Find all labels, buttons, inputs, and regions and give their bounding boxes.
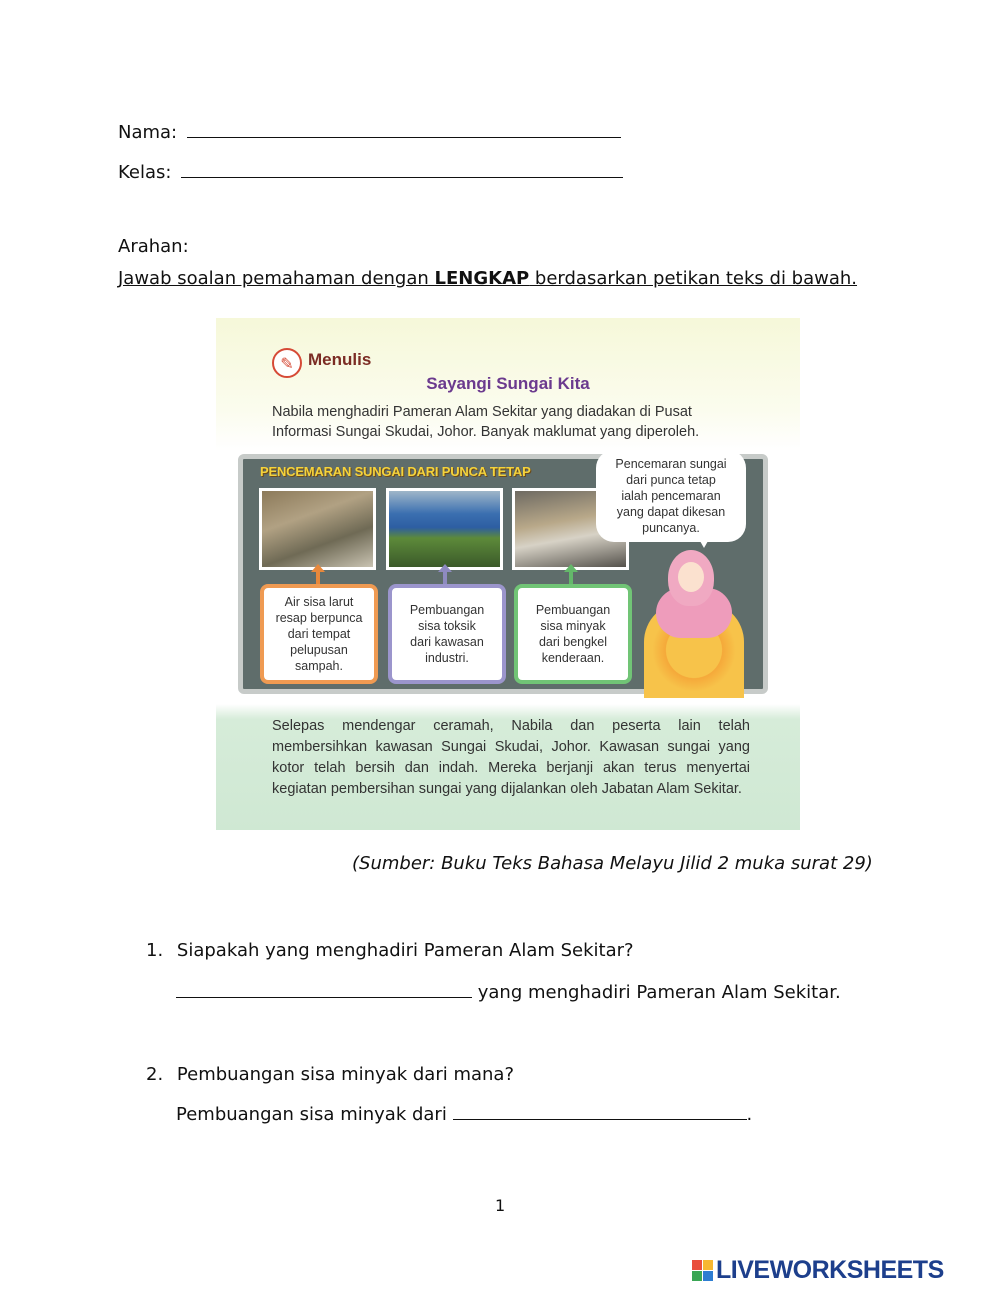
logo-mark-icon	[692, 1260, 713, 1281]
board-title: PENCEMARAN SUNGAI DARI PUNCA TETAP	[260, 464, 531, 479]
name-field[interactable]	[187, 136, 621, 138]
info-card-workshop: Pembuangan sisa minyak dari bengkel kenderaan.	[514, 584, 632, 684]
logo-square	[703, 1260, 713, 1270]
answer-suffix: yang menghadiri Pameran Alam Sekitar.	[472, 982, 841, 1003]
instruction-text-start: Jawab soalan pemahaman dengan	[118, 268, 435, 289]
instruction-text	[118, 268, 857, 289]
logo-square	[692, 1260, 702, 1270]
liveworksheets-logo	[692, 1256, 944, 1285]
figure-outro-text: Selepas mendengar ceramah, Nabila dan peserta lain telah membersihkan kawasan Sungai Skudai, Johor. Kawasan sungai yang kotor telah bersih dan indah. Mereka berjanji akan terus menyertai kegiatan pembersihan sungai yang dijalankan oleh Jabatan Alam Sekitar.	[272, 718, 750, 797]
answer-1-field[interactable]	[176, 996, 472, 998]
page-number: 1	[495, 1196, 506, 1215]
question-text: Siapakah yang menghadiri Pameran Alam Sekitar?	[176, 940, 634, 961]
figure-title: Sayangi Sungai Kita	[426, 374, 590, 393]
instruction-text-end: berdasarkan petikan teks di bawah.	[529, 268, 858, 289]
answer-1	[176, 982, 841, 1003]
speech-bubble-tail	[696, 534, 712, 548]
instruction-text-bold: LENGKAP	[434, 268, 530, 289]
answer-prefix: Pembuangan sisa minyak dari	[176, 1104, 453, 1125]
pen-icon: ✎	[272, 348, 302, 378]
answer-2-field[interactable]	[453, 1118, 747, 1120]
girl-illustration-face	[678, 562, 704, 592]
logo-text: LIVEWORKSHEETS	[716, 1256, 944, 1284]
answer-suffix: .	[746, 1104, 753, 1125]
question-number: 1.	[146, 940, 164, 961]
info-card-landfill: Air sisa larut resap berpunca dari tempat pelupusan sampah.	[260, 584, 378, 684]
name-label: Nama:	[118, 122, 178, 143]
class-label: Kelas:	[118, 162, 172, 183]
question-2	[146, 1064, 514, 1085]
instruction-heading: Arahan:	[118, 236, 189, 257]
class-field[interactable]	[181, 176, 623, 178]
figure-section-label: Menulis	[308, 350, 372, 369]
logo-square	[692, 1271, 702, 1281]
industrial-river-photo	[386, 488, 503, 570]
logo-square	[703, 1271, 713, 1281]
source-citation: (Sumber: Buku Teks Bahasa Melayu Jilid 2 muka surat 29)	[352, 853, 873, 874]
figure-intro-text: Nabila menghadiri Pameran Alam Sekitar yang diadakan di Pusat Informasi Sungai Skudai, Johor. Banyak maklumat yang diperoleh.	[272, 404, 700, 440]
question-number: 2.	[146, 1064, 164, 1085]
class-row	[118, 162, 623, 183]
landfill-photo	[259, 488, 376, 570]
question-1	[146, 940, 634, 961]
textbook-figure	[216, 318, 800, 830]
question-text: Pembuangan sisa minyak dari mana?	[176, 1064, 515, 1085]
name-row	[118, 122, 621, 143]
speech-bubble: Pencemaran sungai dari punca tetap ialah pencemaran yang dapat dikesan puncanya.	[596, 450, 746, 542]
info-card-industry: Pembuangan sisa toksik dari kawasan industri.	[388, 584, 506, 684]
answer-2	[176, 1104, 752, 1125]
